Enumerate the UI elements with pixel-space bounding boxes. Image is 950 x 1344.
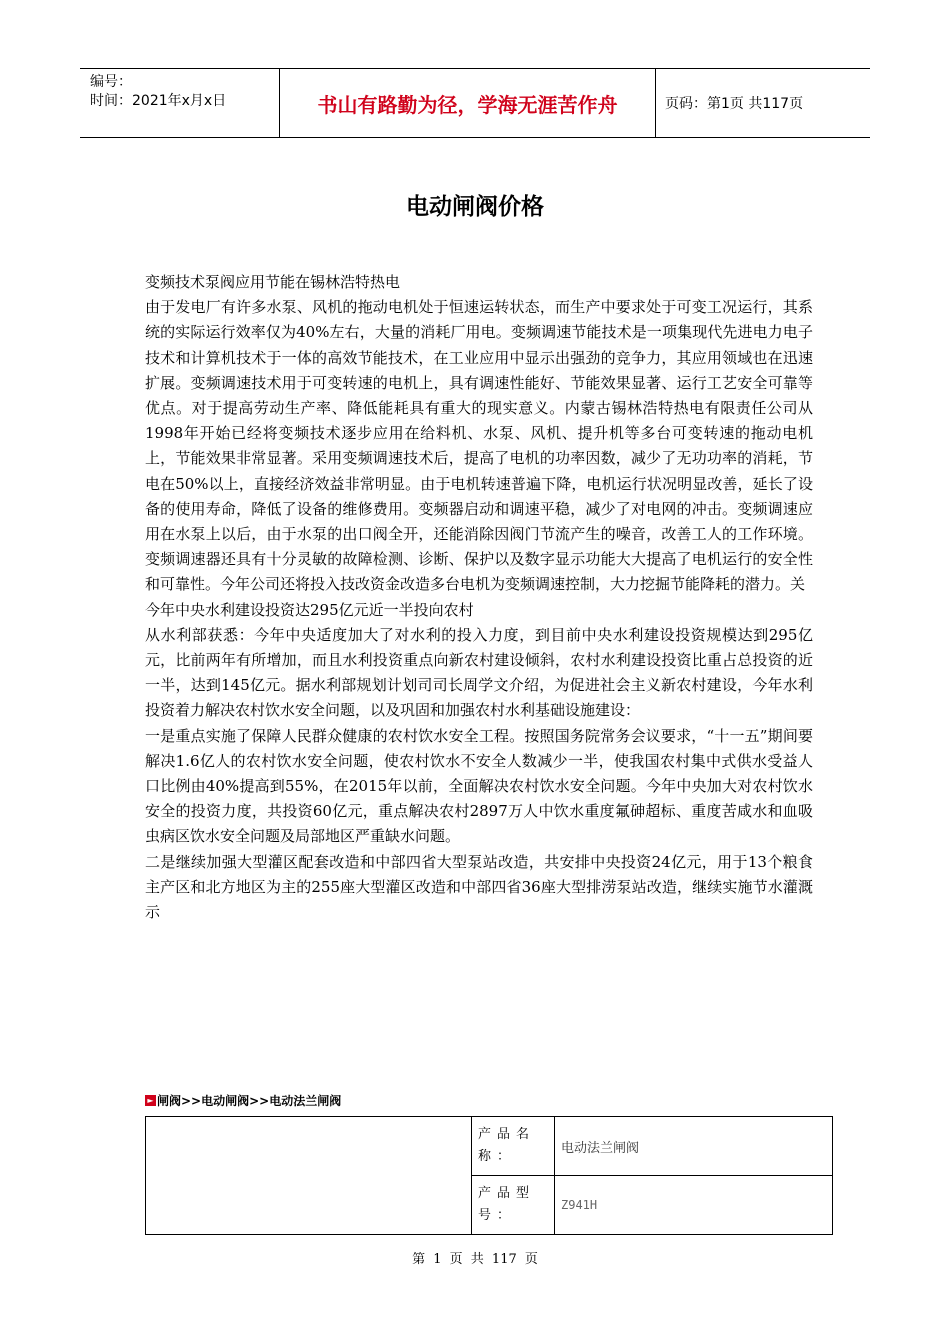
product-table — [145, 1116, 833, 1235]
header-page-info: 页码：第1页 共117页 — [665, 96, 804, 112]
paragraph: 二是继续加强大型灌区配套改造和中部四省大型泵站改造，共安排中央投资24亿元，用于13个粮食主产区和北方地区为主的255座大型灌区改造和中部四省36座大型排涝泵站改造，继续实施节水灌溉示 — [145, 852, 813, 922]
header-meta — [80, 69, 280, 137]
paragraph-heading: 变频技术泵阀应用节能在锡林浩特热电 — [145, 273, 401, 291]
arrow-icon: ► — [145, 1095, 156, 1106]
product-model-label: 产品型号： — [472, 1176, 555, 1235]
time-label: 时间：2021年x月x日 — [90, 93, 227, 109]
header-motto: 书山有路勤为径，学海无涯苦作舟 — [280, 69, 656, 137]
breadcrumb-text[interactable]: 闸阀>>电动闸阀>>电动法兰闸阀 — [157, 1094, 342, 1108]
product-image-cell — [146, 1117, 472, 1235]
breadcrumb — [145, 1092, 341, 1109]
product-name-label: 产品名称： — [472, 1117, 555, 1176]
document-body — [145, 270, 813, 925]
paragraph: 一是重点实施了保障人民群众健康的农村饮水安全工程。按照国务院常务会议要求，“十一五”期间要解决1.6亿人的农村饮水安全问题，使农村饮水不安全人数减少一半，使我国农村集中式供水受益人口比例由40%提高到55%，在2015年以前，全面解决农村饮水安全问题。今年中央加大对农村饮水安全的投资力度，共投资60亿元，重点解决农村2897万人中饮水重度氟砷超标、重度苦咸水和血吸虫病区饮水安全问题及局部地区严重缺水问题。 — [145, 726, 813, 846]
document-title: 电动闸阀价格 — [406, 194, 544, 220]
paragraph: 由于发电厂有许多水泵、风机的拖动电机处于恒速运转状态，而生产中要求处于可变工况运行，其系统的实际运行效率仅为40%左右，大量的消耗厂用电。变频调速节能技术是一项集现代先进电力电子技术和计算机技术于一体的高效节能技术，在工业应用中显示出强劲的竞争力，其应用领域也在迅速扩展。变频调速技术用于可变转速的电机上，具有调速性能好、节能效果显著、运行工艺安全可靠等优点。对于提高劳动生产率、降低能耗具有重大的现实意义。内蒙古锡林浩特热电有限责任公司从1998年开始已经将变频技术逐步应用在给料机、水泵、风机、提升机等多台可变转速的拖动电机上，节能效果非常显著。采用变频调速技术后，提高了电机的功率因数，减少了无功功率的消耗，节电在50%以上，直接经济效益非常明显。由于电机转速普遍下降，电机运行状况明显改善，延长了设备的使用寿命，降低了设备的维修费用。变频器启动和调速平稳，减少了对电网的冲击。变频调速应用在水泵上以后，由于水泵的出口阀全开，还能消除因阀门节流产生的噪音，改善工人的工作环境。变频调速器还具有十分灵敏的故障检测、诊断、保护以及数字显示功能大大提高了电机运行的安全性和可靠性。今年公司还将投入技改资金改造多台电机为变频调速控制，大力挖掘节能降耗的潜力。关 — [145, 298, 813, 594]
page-header — [80, 68, 870, 138]
product-name-value: 电动法兰闸阀 — [555, 1117, 833, 1176]
table-row — [146, 1117, 833, 1176]
paragraph-heading: 今年中央水利建设投资达295亿元近一半投向农村 — [145, 600, 474, 619]
page-footer: 第 1 页 共 117 页 — [412, 1252, 538, 1267]
paragraph: 从水利部获悉：今年中央适度加大了对水利的投入力度，到目前中央水利建设投资规模达到295亿元，比前两年有所增加，而且水利投资重点向新农村建设倾斜，农村水利建设投资比重占总投资的近一半，达到145亿元。据水利部规划计划司司长周学文介绍，为促进社会主义新农村建设，今年水利投资着力解决农村饮水安全问题，以及巩固和加强农村水利基础设施建设： — [145, 625, 813, 720]
number-label: 编号： — [90, 74, 132, 90]
product-model-value: Z941H — [555, 1176, 833, 1235]
